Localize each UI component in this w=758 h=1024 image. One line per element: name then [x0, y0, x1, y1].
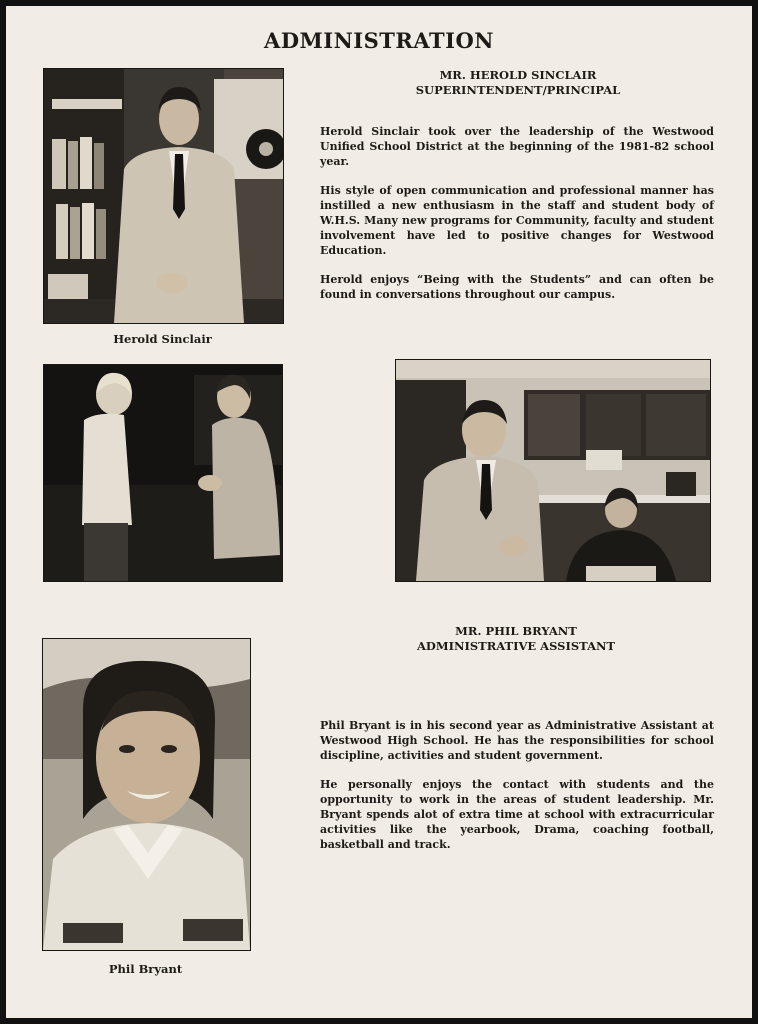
bryant-bio-paragraph-1: Phil Bryant is in his second year as Administrative Assistant at Westwood High School. He has the responsibilities for school discipline, activities and student government. — [320, 719, 714, 762]
sinclair-heading — [318, 68, 718, 98]
sinclair-bio-paragraph-2: His style of open communication and professional manner has instilled a new enthusiasm in the staff and student body of W.H.S. Many new programs for Community, faculty and student involvement have led to positive changes for Westwood Education. — [320, 184, 714, 257]
sinclair-bio-paragraph-1: Herold Sinclair took over the leadership of the Westwood Unified School District at the beginning of the 1981-82 school year. — [320, 125, 714, 168]
bryant-name-title: MR. PHIL BRYANT — [455, 624, 577, 638]
sinclair-name-title: MR. HEROLD SINCLAIR — [439, 68, 597, 82]
sinclair-bio-paragraph-3: Herold enjoys “Being with the Students” and can often be found in conversations throughout our campus. — [320, 273, 714, 301]
student-conversation-photo — [43, 364, 283, 582]
kitchen-scene-photo — [395, 359, 711, 582]
bryant-photo-caption: Phil Bryant — [108, 962, 183, 976]
sinclair-bio — [320, 124, 714, 316]
bryant-bio — [320, 718, 714, 866]
yearbook-page — [6, 6, 752, 1018]
bryant-bio-paragraph-2: He personally enjoys the contact with students and the opportunity to work in the areas of student leadership. Mr. Bryant spends alot of extra time at school with extracurricular activities like the yearbook, Drama, coaching football, basketball and track. — [320, 778, 714, 851]
sinclair-photo-caption: Herold Sinclair — [113, 332, 212, 346]
bryant-portrait-photo — [42, 638, 251, 951]
sinclair-portrait-photo — [43, 68, 284, 324]
bryant-heading — [316, 624, 716, 654]
bryant-role-title: ADMINISTRATIVE ASSISTANT — [416, 639, 616, 653]
page-title: ADMINISTRATION — [264, 28, 494, 53]
sinclair-role-title: SUPERINTENDENT/PRINCIPAL — [415, 83, 621, 97]
